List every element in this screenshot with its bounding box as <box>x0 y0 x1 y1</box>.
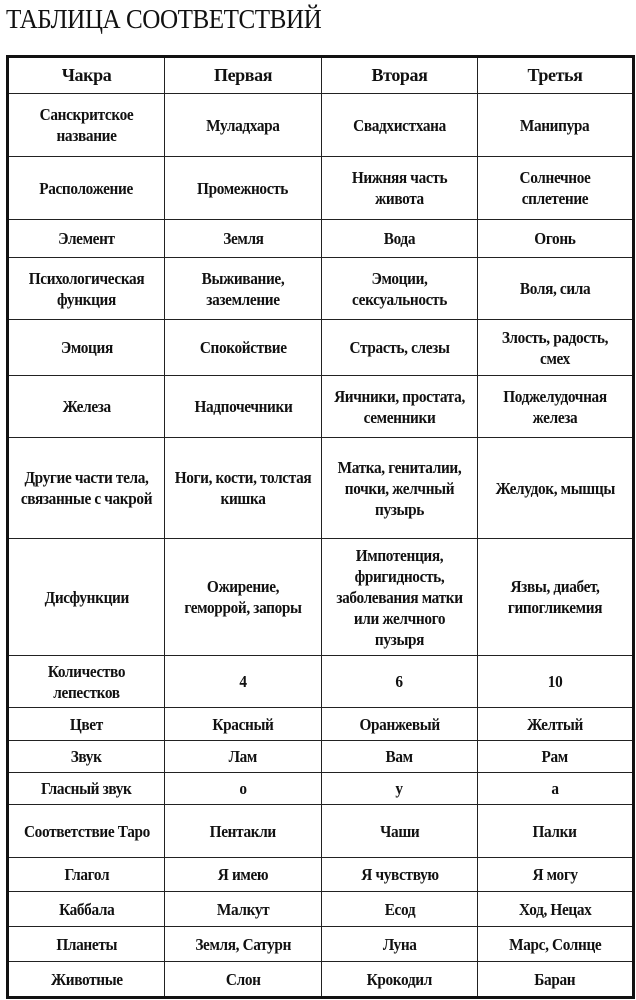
table-row <box>8 258 634 320</box>
table-cell <box>322 858 478 892</box>
table-cell <box>322 927 478 962</box>
row-label <box>8 376 165 438</box>
row-label <box>8 157 165 220</box>
row-label <box>8 773 165 805</box>
table-cell <box>165 656 322 708</box>
table-cell <box>478 376 634 438</box>
table-cell <box>478 320 634 376</box>
table-cell <box>322 962 478 998</box>
table-cell <box>478 962 634 998</box>
table-cell <box>478 656 634 708</box>
cell-text: Я чувствую <box>360 865 439 884</box>
row-label <box>8 858 165 892</box>
table-cell <box>322 94 478 157</box>
cell-text: Есод <box>384 899 415 919</box>
cell-text: 6 <box>395 672 404 691</box>
cell-text: Импотенция, фригидность, заболевания матки или желчного пузыря <box>336 545 463 649</box>
cell-text: у <box>395 779 404 798</box>
cell-text: Ход, Нецах <box>518 899 592 919</box>
cell-text: Желудок, мышцы <box>495 478 615 498</box>
table-row <box>8 539 634 656</box>
cell-text: Выживание, заземление <box>201 268 285 309</box>
column-header-third: Третья <box>478 57 634 94</box>
table-cell <box>478 805 634 858</box>
cell-text: Слон <box>225 969 261 989</box>
table-cell <box>165 539 322 656</box>
cell-text: Красный <box>212 714 274 734</box>
table-cell <box>322 708 478 741</box>
table-cell <box>322 320 478 376</box>
table-cell <box>322 258 478 320</box>
table-row <box>8 94 634 157</box>
row-label-text: Железа <box>62 397 111 416</box>
cell-text: Надпочечники <box>194 397 292 416</box>
cell-text: Палки <box>532 821 578 841</box>
table-row <box>8 376 634 438</box>
cell-text: Рам <box>541 747 569 766</box>
table-cell <box>165 438 322 539</box>
cell-text: Поджелудочная железа <box>503 386 607 427</box>
table-cell <box>478 438 634 539</box>
row-label-text: Другие части тела, связанные с чакрой <box>20 468 153 508</box>
row-label-text: Эмоция <box>60 338 113 357</box>
table-cell <box>478 220 634 258</box>
table-cell <box>478 157 634 220</box>
table-cell <box>165 858 322 892</box>
cell-text: а <box>551 779 559 798</box>
row-label-text: Гласный звук <box>41 779 132 798</box>
cell-text: Огонь <box>534 229 576 248</box>
column-header-chakra: Чакра <box>8 57 165 94</box>
table-cell <box>165 927 322 962</box>
cell-text: Чаши <box>379 821 420 841</box>
table-cell <box>165 376 322 438</box>
row-label-text: Глагол <box>64 865 109 884</box>
cell-text: Муладхара <box>206 115 280 135</box>
cell-text: Вода <box>383 229 416 248</box>
table-cell <box>478 892 634 927</box>
table-cell <box>478 258 634 320</box>
table-row <box>8 220 634 258</box>
row-label-text: Элемент <box>58 229 115 248</box>
row-label <box>8 962 165 998</box>
table-cell <box>165 157 322 220</box>
cell-text: Злость, радость, смех <box>501 327 609 368</box>
cell-text: Солнечное сплетение <box>519 168 591 208</box>
table-row <box>8 157 634 220</box>
table-cell <box>165 258 322 320</box>
cell-text: Баран <box>534 969 576 989</box>
row-label <box>8 741 165 773</box>
table-cell <box>322 805 478 858</box>
cell-text: Крокодил <box>366 969 433 989</box>
table-row <box>8 892 634 927</box>
row-label-text: Каббала <box>58 899 115 919</box>
cell-text: Свадхистхана <box>353 115 446 135</box>
table-cell <box>165 805 322 858</box>
cell-text: Язвы, диабет, гипогликемия <box>507 577 603 617</box>
table-row <box>8 927 634 962</box>
cell-text: Нижняя часть живота <box>351 168 448 208</box>
row-label-text: Планеты <box>56 934 117 954</box>
table-cell <box>478 539 634 656</box>
correspondence-table <box>6 55 635 999</box>
cell-text: Манипура <box>520 115 590 135</box>
table-cell <box>322 157 478 220</box>
cell-text: Я имею <box>217 865 269 884</box>
cell-text: Желтый <box>527 714 583 734</box>
table-row <box>8 805 634 858</box>
table-cell <box>322 376 478 438</box>
table-cell <box>322 220 478 258</box>
table-cell <box>322 438 478 539</box>
row-label <box>8 438 165 539</box>
row-label <box>8 805 165 858</box>
table-cell <box>165 892 322 927</box>
row-label-text: Психологическая функция <box>28 268 145 309</box>
cell-text: Воля, сила <box>519 279 591 298</box>
table-cell <box>478 708 634 741</box>
table-cell <box>322 773 478 805</box>
table-cell <box>478 773 634 805</box>
table-cell <box>322 539 478 656</box>
row-label-text: Животные <box>50 969 123 989</box>
table-cell <box>165 962 322 998</box>
cell-text: Ноги, кости, толстая кишка <box>174 468 312 508</box>
row-label <box>8 220 165 258</box>
table-cell <box>322 741 478 773</box>
table-row <box>8 858 634 892</box>
row-label-text: Звук <box>71 747 102 766</box>
cell-text: Яичники, простата, семенники <box>334 386 465 427</box>
row-label <box>8 320 165 376</box>
column-header-second: Вторая <box>322 57 478 94</box>
cell-text: 10 <box>547 672 563 691</box>
row-label <box>8 258 165 320</box>
row-label-text: Санскритское название <box>39 105 134 145</box>
table-body <box>8 94 634 998</box>
row-label-text: Расположение <box>39 178 134 198</box>
table-cell <box>478 927 634 962</box>
row-label <box>8 927 165 962</box>
table-cell <box>165 708 322 741</box>
cell-text: Малкут <box>216 899 270 919</box>
table-cell <box>478 94 634 157</box>
cell-text: Марс, Солнце <box>508 934 602 954</box>
cell-text: Промежность <box>197 178 289 198</box>
cell-text: Лам <box>228 747 258 766</box>
table-row <box>8 708 634 741</box>
table-cell <box>165 220 322 258</box>
table-cell <box>165 94 322 157</box>
table-header-row <box>8 57 634 94</box>
row-label-text: Цвет <box>69 714 104 734</box>
row-label <box>8 94 165 157</box>
cell-text: Вам <box>385 747 414 766</box>
table-row <box>8 741 634 773</box>
table-cell <box>165 320 322 376</box>
table-row <box>8 773 634 805</box>
cell-text: Земля, Сатурн <box>195 934 291 954</box>
cell-text: Ожирение, геморрой, запоры <box>184 577 302 617</box>
table-cell <box>322 656 478 708</box>
table-row <box>8 438 634 539</box>
page-title: ТАБЛИЦА СООТВЕТСТВИЙ <box>6 4 322 34</box>
table-row <box>8 656 634 708</box>
row-label <box>8 656 165 708</box>
cell-text: Спокойствие <box>199 338 287 357</box>
table-cell <box>165 741 322 773</box>
row-label <box>8 892 165 927</box>
row-label <box>8 708 165 741</box>
cell-text: Страсть, слезы <box>349 338 450 357</box>
cell-text: Пентакли <box>209 821 277 841</box>
row-label-text: Дисфункции <box>44 587 129 607</box>
table-cell <box>322 892 478 927</box>
row-label <box>8 539 165 656</box>
cell-text: Земля <box>222 229 264 248</box>
row-label-text: Количество лепестков <box>47 661 126 702</box>
row-label-text: Соответствие Таро <box>23 821 150 841</box>
table-cell <box>165 773 322 805</box>
table-row <box>8 962 634 998</box>
cell-text: Матка, гениталии, почки, желчный пузырь <box>337 457 462 519</box>
table-row <box>8 320 634 376</box>
cell-text: о <box>239 779 247 798</box>
table-cell <box>478 741 634 773</box>
cell-text: Луна <box>382 934 417 954</box>
column-header-first: Первая <box>165 57 322 94</box>
cell-text: Эмоции, сексуальность <box>352 268 447 309</box>
cell-text: Я могу <box>532 865 578 884</box>
table-cell <box>478 858 634 892</box>
cell-text: 4 <box>239 672 247 691</box>
cell-text: Оранжевый <box>359 714 440 734</box>
